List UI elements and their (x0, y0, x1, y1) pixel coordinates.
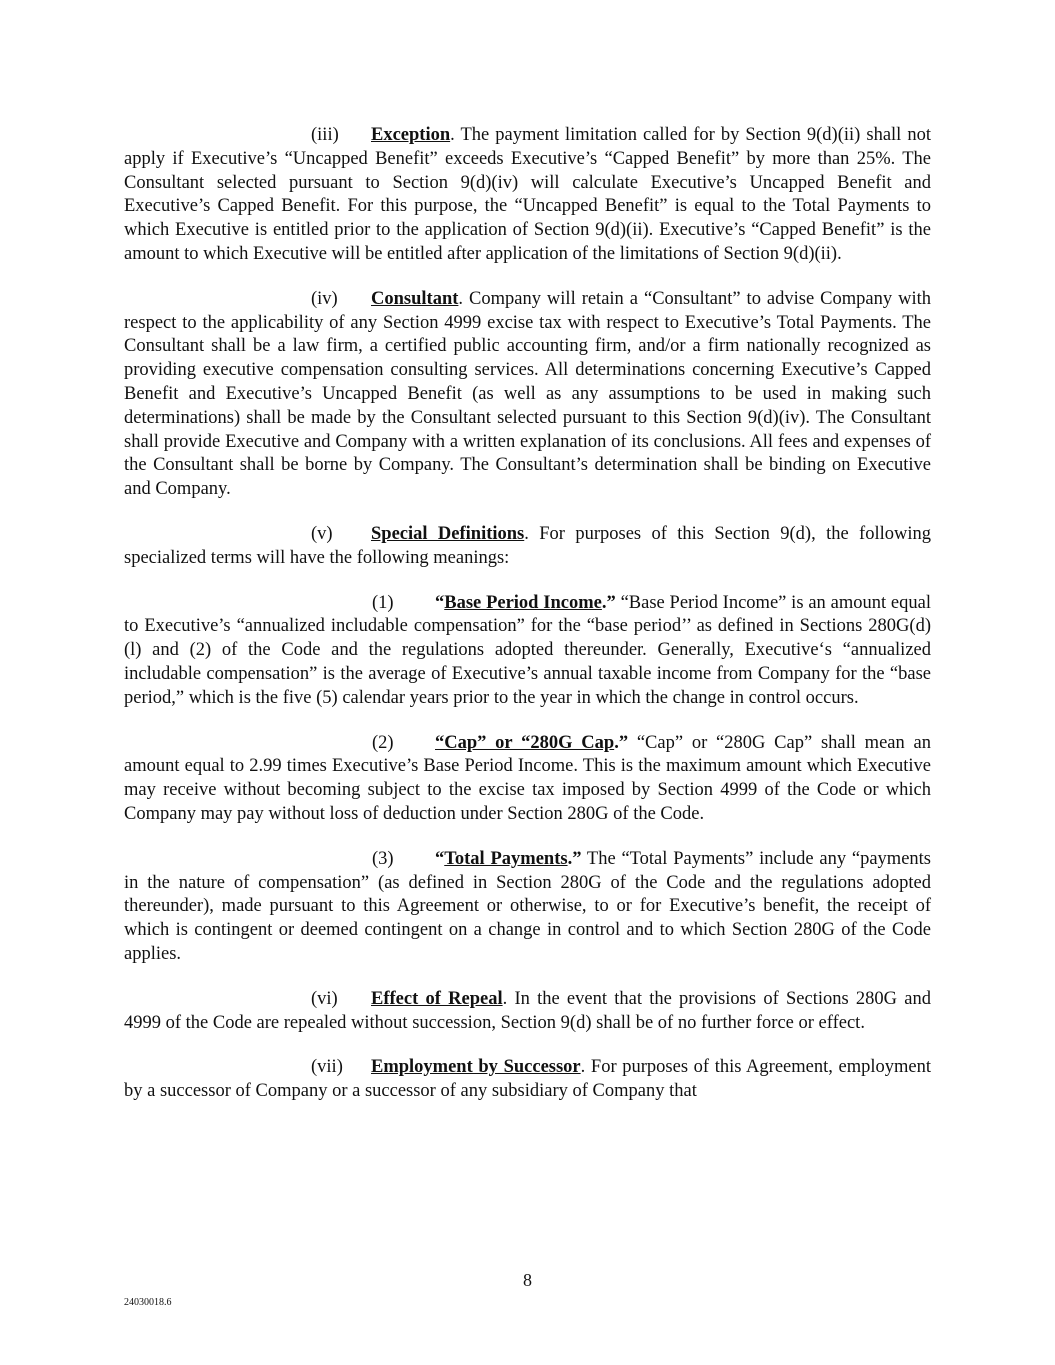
section-body: . The payment limitation called for by Section 9(d)(ii) shall not apply if Executive’s “Uncapped Benefit” exceeds Executive’s “Capped Benefit” by more than 25%. The Consultant selected pursuant to Section 9(d)(iv) will calculate Executive’s Uncapped Benefit and Executive’s Capped Benefit. For this purpose, the “Uncapped Benefit” is equal to the Total Payments to which Executive is entitled prior to the application of Section 9(d)(ii). Executive’s “Capped Benefit” is the amount to which Executive will be entitled after application of the limitations of Section 9(d)(ii). (124, 125, 931, 264)
section-heading: Effect of Repeal (371, 988, 503, 1009)
section-heading: Employment by Successor (371, 1057, 581, 1078)
section-heading: Exception (371, 125, 451, 145)
section-number: (iii) (311, 125, 339, 145)
definition-number: (1) (372, 592, 394, 613)
page-number: 8 (523, 1270, 532, 1290)
section-iv (124, 288, 931, 502)
section-heading: Special Definitions (371, 523, 525, 544)
definition-body: The “Total Payments” include any “payments in the nature of compensation” (as defined in Section 280G of the Code and the regulations adopted thereunder), made pursuant to this Agreement or otherwise, to or for Executive’s benefit, the receipt of which is contingent or deemed contingent on a change in control and to which Section 280G of the Code applies. (124, 848, 931, 964)
section-iii (124, 124, 931, 267)
section-body: . For purposes of this Section 9(d), the following specialized terms will have the following meanings: (124, 523, 931, 568)
definition-body: “Base Period Income” is an amount equal to Executive’s “annualized includable compensation” for the “base period’’ as defined in Sections 280G(d)(l) and (2) of the Code and the regulations adopted thereunder. Generally, Executive‘s “annualized includable compensation” is the average of Executive’s annual taxable income from Company for the “base period,” which is the five (5) calendar years prior to the year in which the change in control occurs. (124, 592, 931, 708)
definition-heading: “Total Payments.” (435, 848, 582, 869)
section-body: . Company will retain a “Consultant” to advise Company with respect to the applicability of any Section 4999 excise tax with respect to Executive’s Total Payments. The Consultant shall be a law firm, a certified public accounting firm, and/or a firm nationally recognized as providing executive compensation consulting services. All determinations concerning Executive’s Capped Benefit and Executive’s Uncapped Benefit (as well as any assumptions to be used in making such determinations) shall be made by the Consultant selected pursuant to this Section 9(d)(iv). The Consultant shall provide Executive and Company with a written explanation of its conclusions. All fees and expenses of the Consultant shall be borne by Company. The Consultant’s determination shall be binding on Executive and Company. (124, 288, 931, 500)
definition-number: (3) (372, 848, 394, 869)
section-body: . In the event that the provisions of Sections 280G and 4999 of the Code are repealed without succession, Section 9(d) shall be of no further force or effect. (124, 988, 931, 1033)
section-vi (124, 988, 931, 1036)
definition-3 (124, 848, 931, 967)
section-number: (iv) (311, 288, 338, 309)
section-body: . For purposes of this Agreement, employment by a successor of Company or a successor of any subsidiary of Company that (124, 1057, 931, 1102)
document-page (124, 124, 931, 1125)
section-number: (vii) (311, 1057, 343, 1078)
section-number: (vi) (311, 988, 338, 1009)
definition-body: “Cap” or “280G Cap” shall mean an amount equal to 2.99 times Executive’s Base Period Income. This is the maximum amount which Executive may receive without becoming subject to the excise tax imposed by Section 4999 of the Code or which Company may pay without loss of deduction under Section 280G of the Code. (124, 732, 931, 824)
definition-number: (2) (372, 732, 394, 753)
definition-1 (124, 592, 931, 711)
section-number: (v) (311, 523, 333, 544)
section-v (124, 523, 931, 571)
definition-2 (124, 732, 931, 827)
section-heading: Consultant (371, 288, 459, 309)
definition-heading: “Base Period Income.” (435, 592, 616, 613)
section-vii (124, 1056, 931, 1104)
definition-heading: “Cap” or “280G Cap.” (435, 732, 629, 753)
document-id: 24030018.6 (124, 1297, 172, 1308)
